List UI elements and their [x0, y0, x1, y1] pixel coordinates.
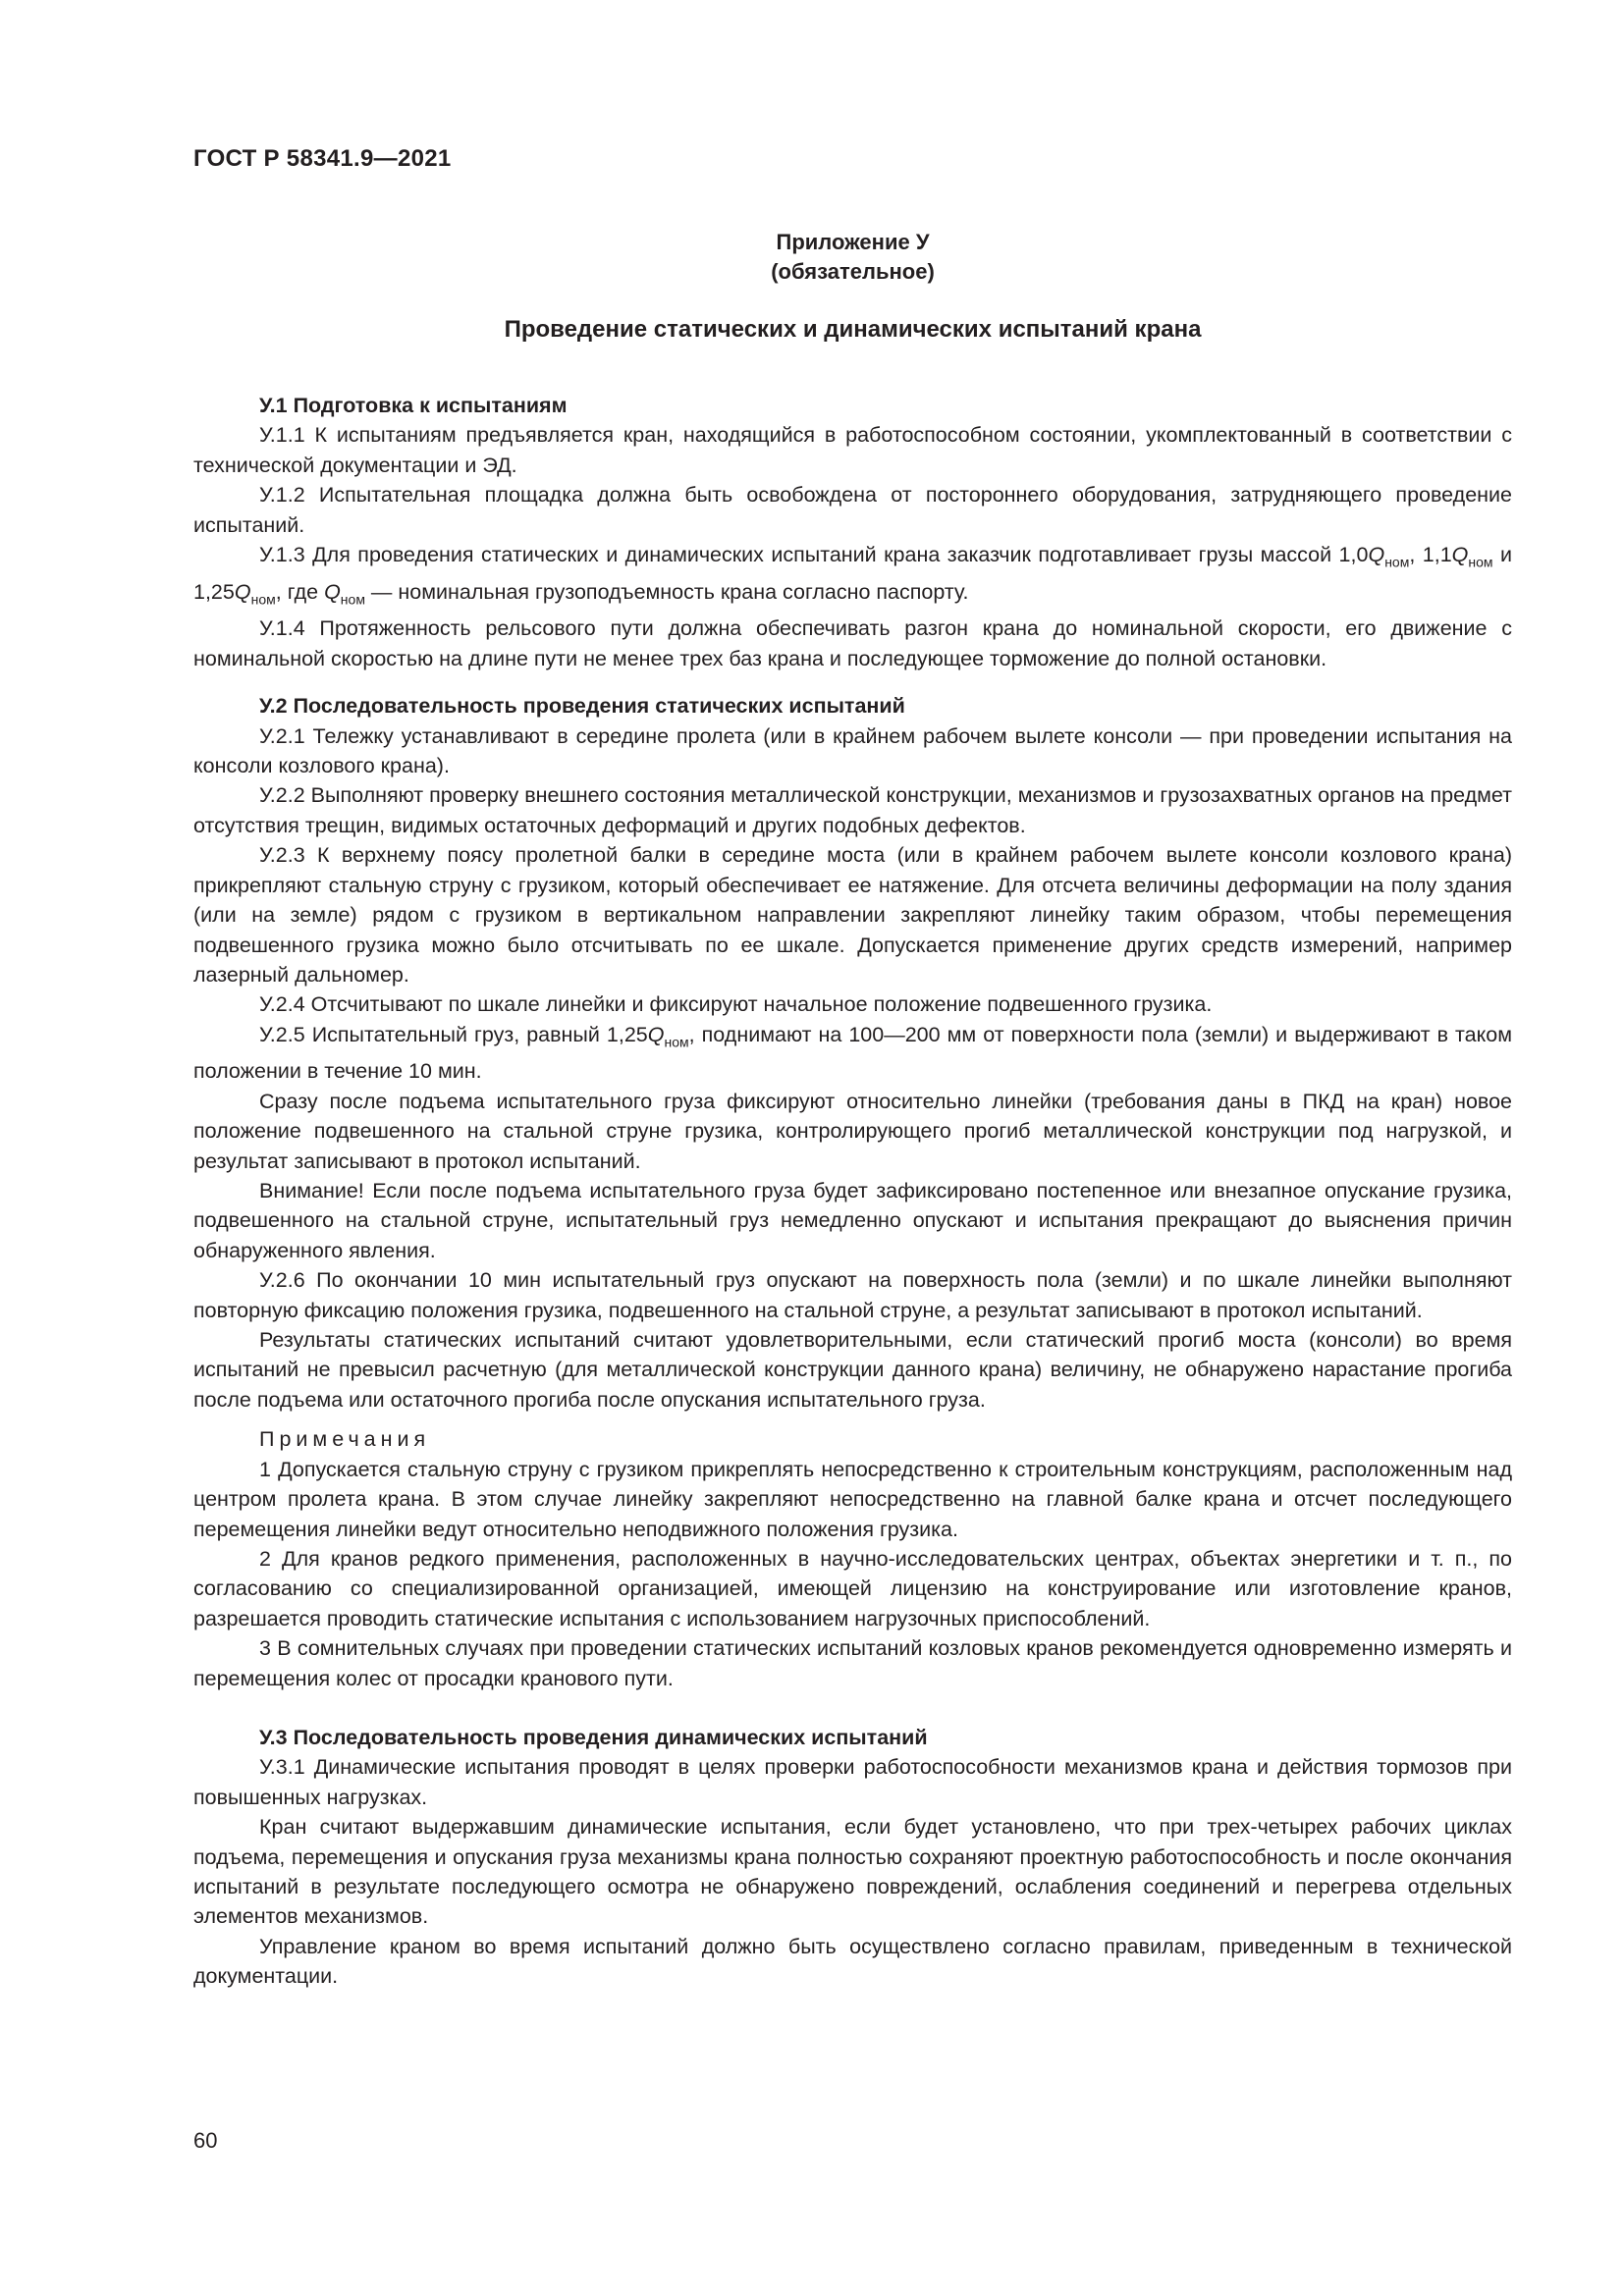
paragraph-u1-3: У.1.3 Для проведения статических и динамических испытаний крана заказчик подготавливает грузы массой $1,0Q_{ном}$, $1,1Q_{ном}$ и $1,25Q_{ном}$, где $Q_{ном}$ — номинальная грузоподъемность крана согласно паспорту. [193, 543, 1513, 608]
paragraph-u2-7: У.2.6 По окончании 10 мин испытательный груз опускают на поверхность пола (земли) и по шкале линейки выполняют повторную фиксацию положения грузика, подвешенного на стальной струне, а результат записывают в протокол испытаний. [193, 1268, 1512, 1322]
document-body [193, 391, 1512, 1992]
notes-label: Примечания [259, 1427, 431, 1452]
section-heading-u1: У.1 Подготовка к испытаниям [259, 394, 568, 417]
note-1: 1 Допускается стальную струну с грузиком прикреплять непосредственно к строительным конструкциям, расположенным над центром пролета крана. В этом случае линейку закрепляют непосредственно на главной балке крана и отсчет последующего перемещения линейки ведут относительно неподвижного положения грузика. [193, 1457, 1512, 1541]
standard-code: ГОСТ Р 58341.9—2021 [193, 145, 452, 172]
page-number: 60 [193, 2128, 218, 2153]
paragraph-u2-warning: Внимание! Если после подъема испытательного груза будет зафиксировано постепенное или внезапное опускание грузика, подвешенного на стальной струне, испытательный груз немедленно опускают и испытания прекращают до выяснения причин обнаруженного явления. [193, 1179, 1512, 1262]
paragraph-u3-1: У.3.1 Динамические испытания проводят в целях проверки работоспособности механизмов крана и действия тормозов при повышенных нагрузках. [193, 1755, 1512, 1809]
paragraph-u2-8: Результаты статических испытаний считают удовлетворительными, если статический прогиб моста (консоли) во время испытаний не превысил расчетную (для металлической конструкции данного крана) величину, не обнаружено нарастание прогиба после подъема или остаточного прогиба после опускания испытательного груза. [193, 1328, 1512, 1412]
paragraph-u2-5: У.2.5 Испытательный груз, равный $1,25Q_{ном}$, поднимают на 100—200 мм от поверхности пола (земли) и выдерживают в таком положении в течение 10 мин. [193, 1022, 1512, 1084]
note-2: 2 Для кранов редкого применения, расположенных в научно-исследовательских центрах, объектах энергетики и т. п., по согласованию со специализированной организацией, имеющей лицензию на конструирование или изготовление кранов, разрешается проводить статические испытания с использованием нагрузочных приспособлений. [193, 1546, 1512, 1630]
paragraph-u1-1: У.1.1 К испытаниям предъявляется кран, находящийся в работоспособном состоянии, укомплектованный в соответствии с технической документации и ЭД. [193, 423, 1512, 477]
paragraph-u3-3: Управление краном во время испытаний должно быть осуществлено согласно правилам, приведенным в технической документации. [193, 1934, 1512, 1989]
annex-title: Проведение статических и динамических испытаний крана [504, 316, 1202, 343]
annex-header [193, 228, 1512, 287]
paragraph-u3-2: Кран считают выдержавшим динамические испытания, если будет установлено, что при трех-четырех рабочих циклах подъема, перемещения и опускания груза механизмы крана полностью сохраняют проектную работоспособность и после окончания испытаний в результате последующего осмотра не обнаружено повреждений, ослабления соединений и перегрева отдельных элементов механизмов. [193, 1815, 1512, 1929]
paragraph-u2-6: Сразу после подъема испытательного груза фиксируют относительно линейки (требования даны в ПКД на кран) новое положение подвешенного на стальной струне грузика, контролирующего прогиб металлической конструкции под нагрузкой, и результат записывают в протокол испытаний. [193, 1089, 1512, 1173]
paragraph-u2-4: У.2.4 Отсчитывают по шкале линейки и фиксируют начальное положение подвешенного грузика. [259, 992, 1213, 1017]
annex-label: Приложение У [776, 230, 930, 254]
paragraph-u2-1: У.2.1 Тележку устанавливают в середине пролета (или в крайнем рабочем вылете консоли — при проведении испытания на консоли козлового крана). [193, 723, 1512, 778]
paragraph-u1-2: У.1.2 Испытательная площадка должна быть освобождена от постороннего оборудования, затрудняющего проведение испытаний. [193, 483, 1512, 537]
paragraph-u2-2: У.2.2 Выполняют проверку внешнего состояния металлической конструкции, механизмов и грузозахватных органов на предмет отсутствия трещин, видимых остаточных деформаций и других подобных дефектов. [193, 783, 1512, 837]
paragraph-u1-4: У.1.4 Протяженность рельсового пути должна обеспечивать разгон крана до номинальной скорости, его движение с номинальной скоростью на длине пути не менее трех баз крана и последующее торможение до полной остановки. [193, 616, 1512, 670]
annex-status: (обязательное) [771, 259, 935, 284]
paragraph-u2-3: У.2.3 К верхнему поясу пролетной балки в середине моста (или в крайнем рабочем вылете консоли козлового крана) прикрепляют стальную струну с грузиком, который обеспечивает ее натяжение. Для отсчета величины деформации на полу здания (или на земле) рядом с грузиком в вертикальном направлении закрепляют линейку таким образом, чтобы перемещения подвешенного грузика можно было отсчитывать по ее шкале. Допускается применение других средств измерений, например лазерный дальномер. [193, 843, 1512, 987]
note-3: 3 В сомнительных случаях при проведении статических испытаний козловых кранов рекомендуется одновременно измерять и перемещения колес от просадки кранового пути. [193, 1636, 1512, 1690]
section-heading-u2: У.2 Последовательность проведения статических испытаний [259, 694, 905, 719]
section-heading-u3: У.3 Последовательность проведения динамических испытаний [259, 1725, 928, 1749]
